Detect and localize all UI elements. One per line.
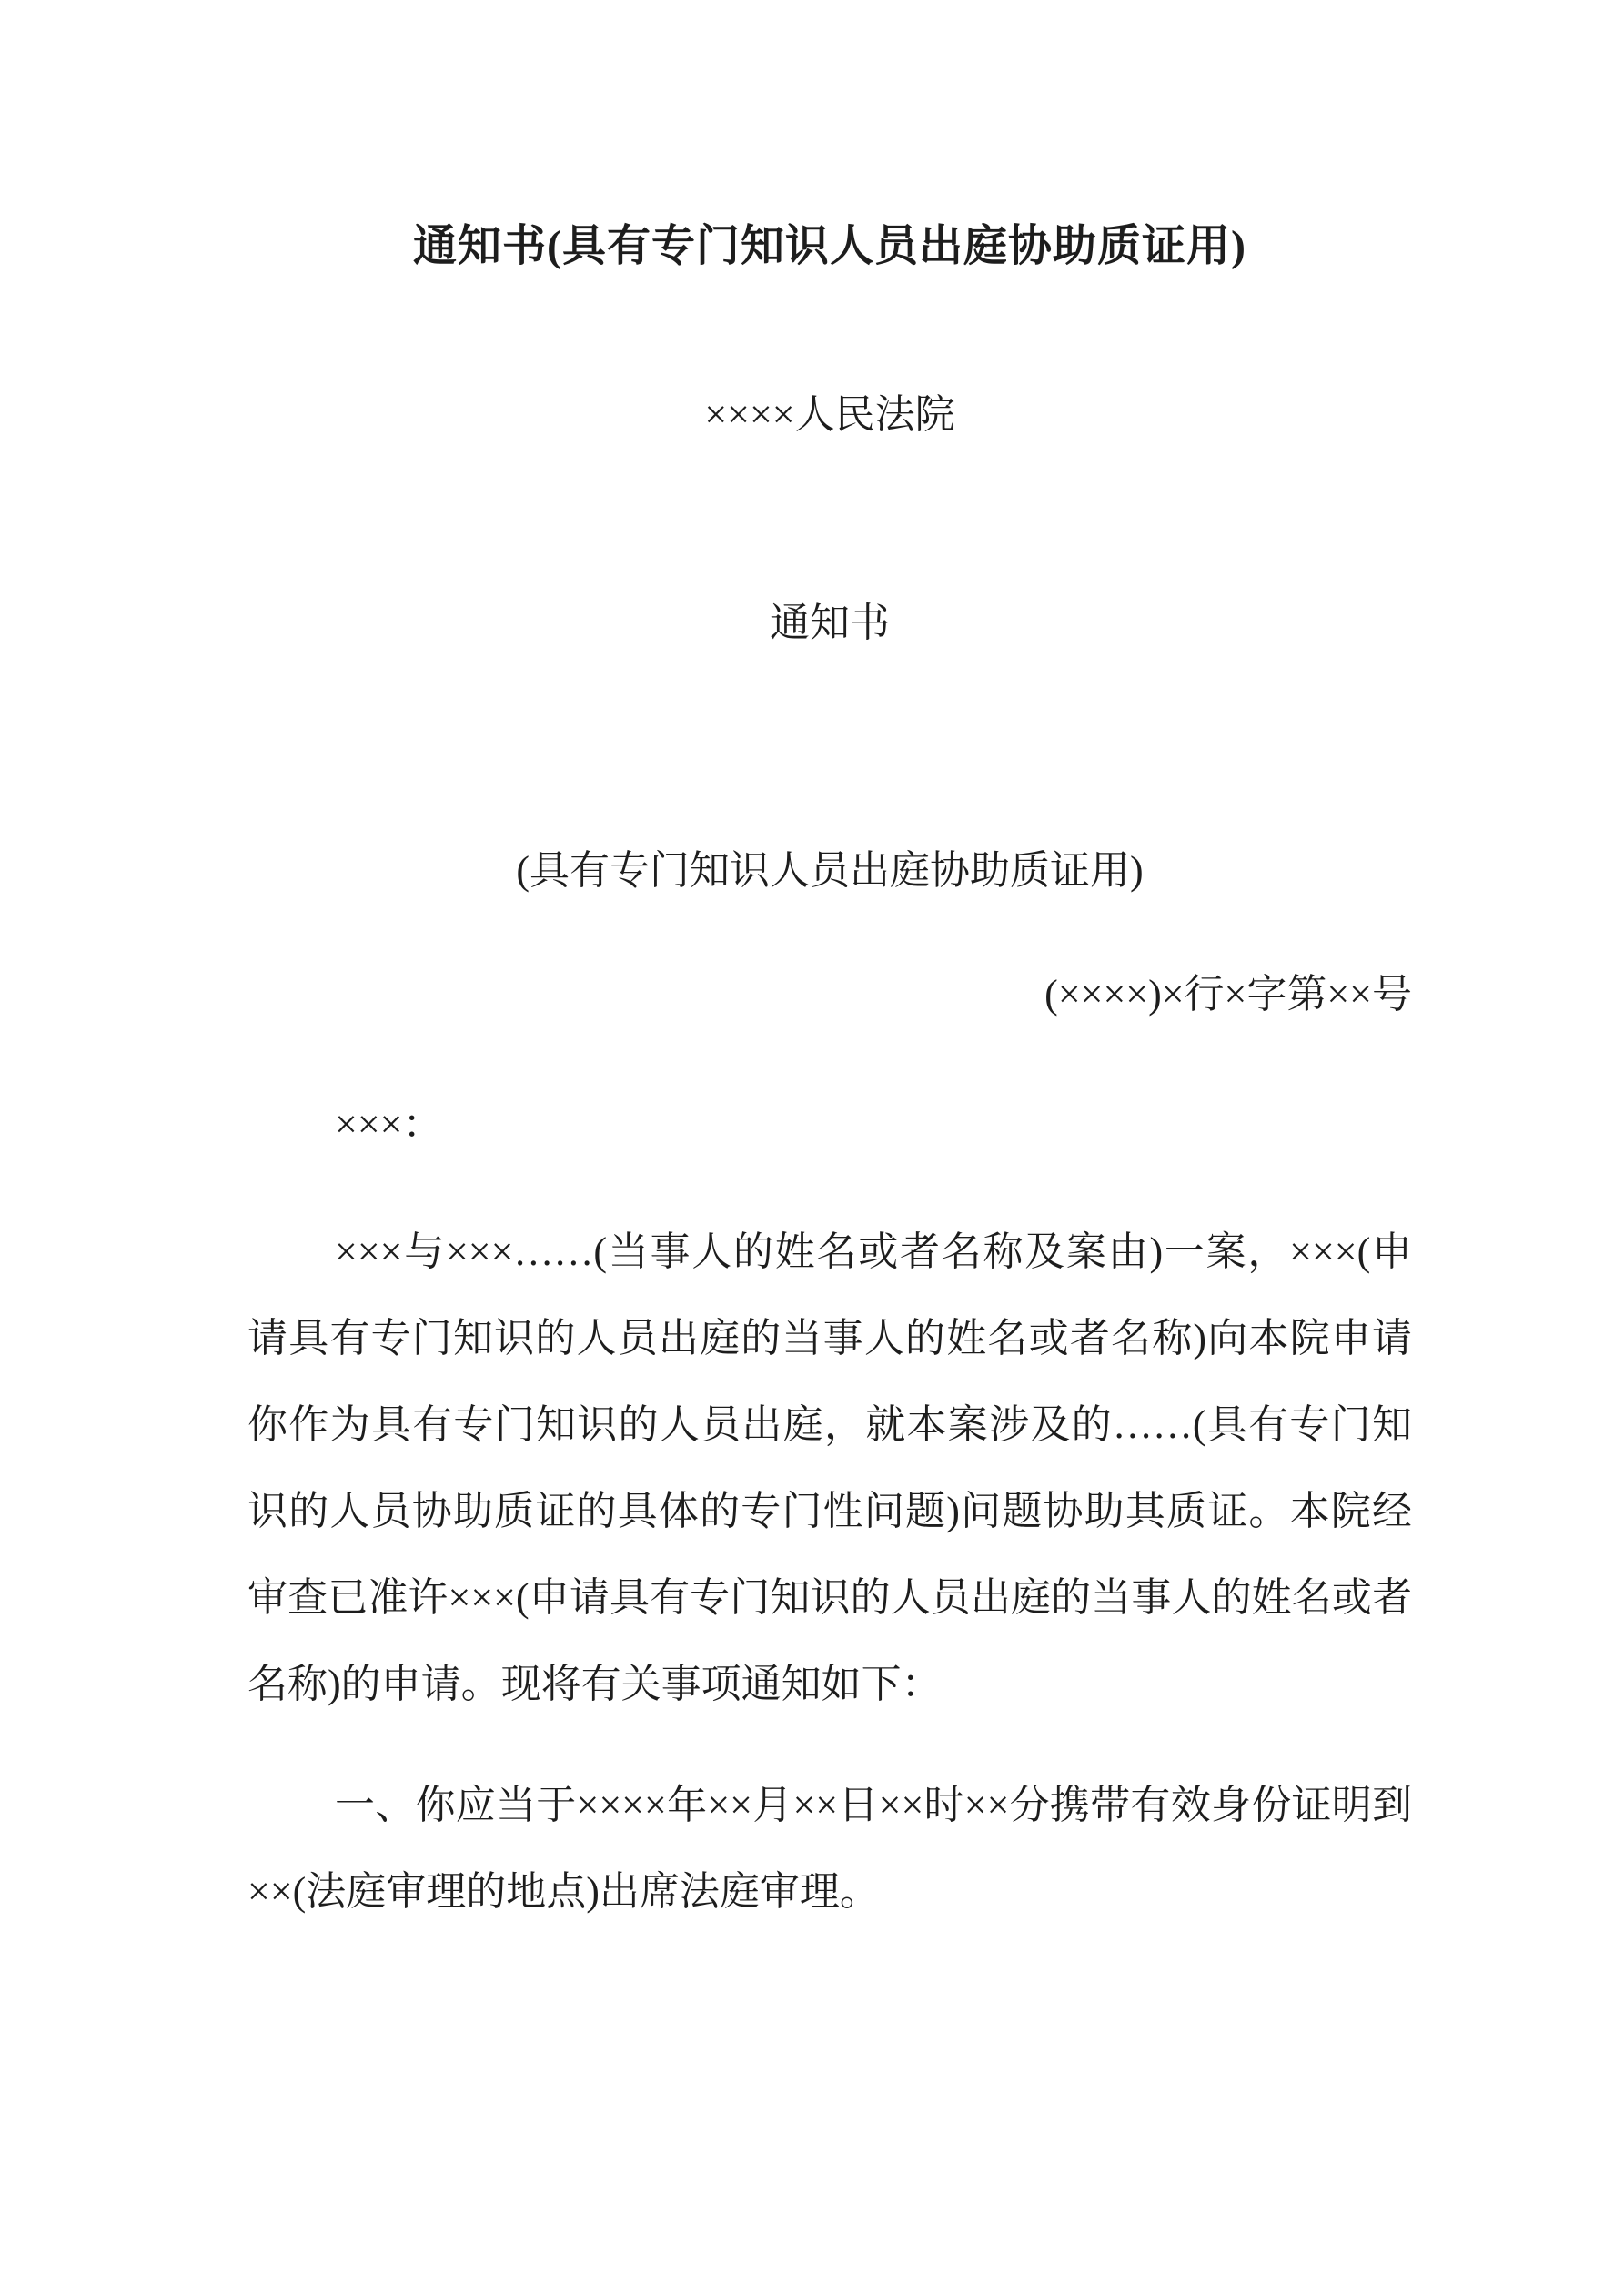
body-paragraph-item-one: 一、你应当于××××年××月××日××时××分携带有效身份证明到××(法庭审理的地点)出席法庭审理。: [247, 1783, 1412, 1915]
addressee-line: ×××：: [335, 1101, 443, 1147]
body-paragraph-case-intro: ×××与×××……(当事人的姓名或者名称及案由)一案，×××(申请具有专门知识的人员出庭的当事人的姓名或者名称)向本院申请你作为具有专门知识的人员出庭，就本案涉及的……(具有专门知识的人员协助质证的具体的专门性问题)问题协助其质证。本院经审查已准许×××(申请具有专门知识的人员出庭的当事人的姓名或者名称)的申请。现将有关事项通知如下：: [247, 1229, 1412, 1707]
court-name: ××××人民法院: [704, 392, 955, 438]
document-type-heading: 通知书: [770, 600, 890, 645]
document-title: 通知书(具有专门知识人员出庭协助质证用): [413, 222, 1246, 270]
case-number: (××××)×行×字第××号: [1044, 972, 1412, 1017]
document-subtitle: (具有专门知识人员出庭协助质证用): [516, 847, 1144, 893]
